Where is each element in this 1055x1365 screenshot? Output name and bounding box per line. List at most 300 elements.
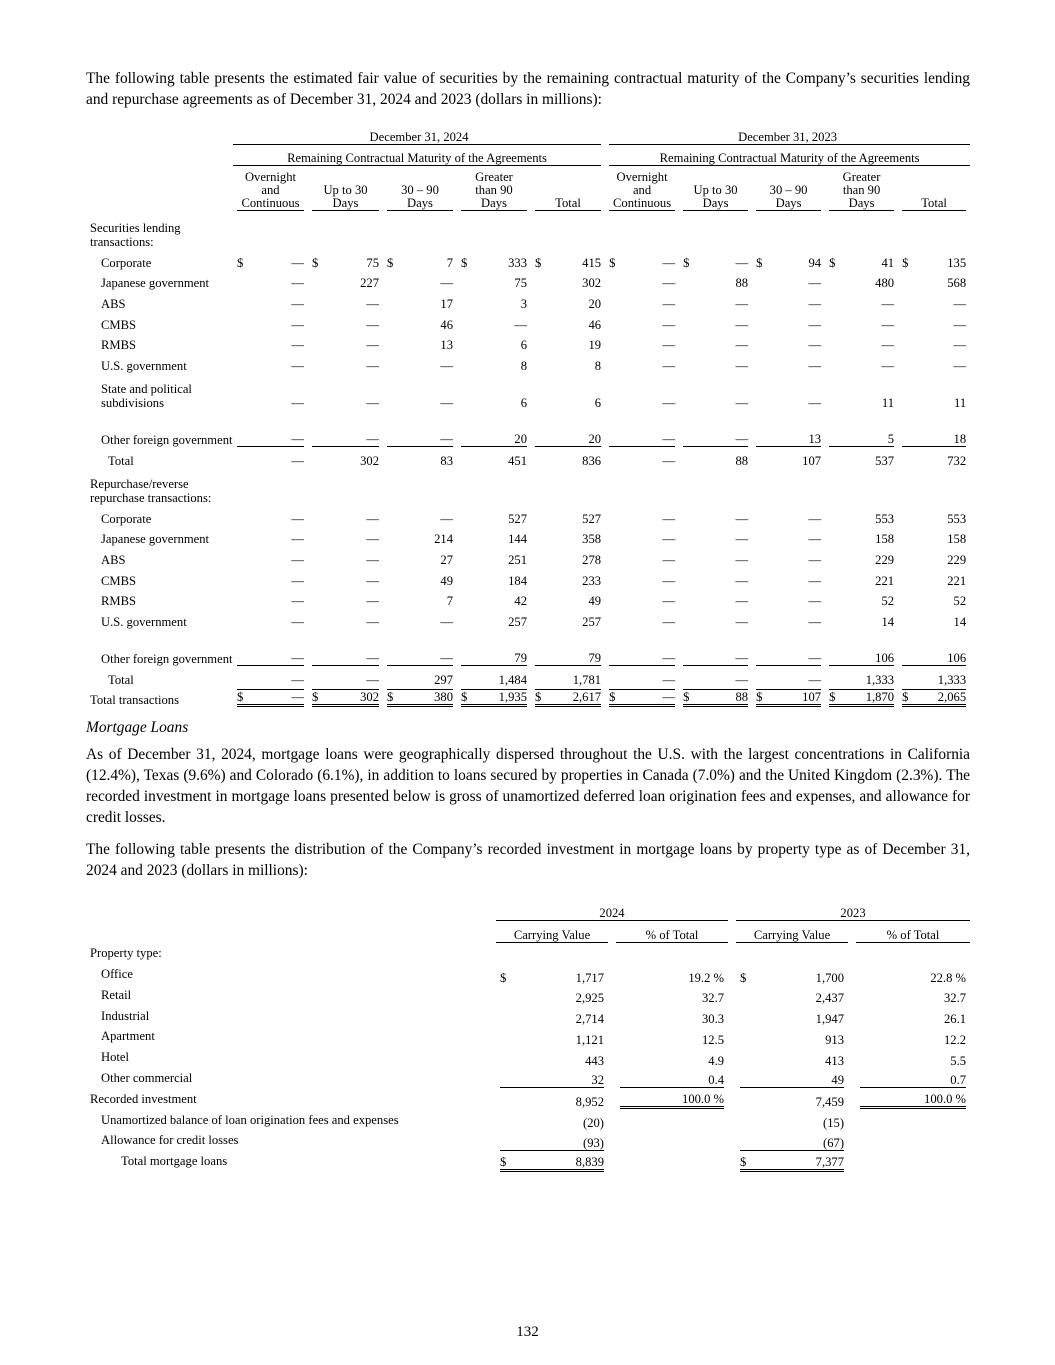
cell-value: 836 — [582, 453, 602, 468]
cell-value: 553 — [875, 511, 895, 526]
cell-value: (93) — [583, 1135, 604, 1150]
table-cell — [308, 249, 383, 270]
grand-total-row — [86, 687, 970, 708]
table-cell — [308, 629, 383, 666]
cell-value: 5 — [887, 432, 895, 447]
cell-value: 8,839 — [575, 1154, 604, 1169]
table-cell — [825, 249, 898, 270]
currency-symbol: $ — [609, 690, 616, 705]
cell-value: — — [735, 573, 749, 588]
cell-value: — — [366, 614, 379, 629]
table-cell — [736, 1047, 848, 1068]
table-cell — [679, 567, 752, 588]
cell-value: 2,617 — [572, 690, 602, 705]
table-cell — [605, 608, 679, 629]
table-cell — [457, 332, 531, 353]
table-cell — [457, 447, 531, 468]
table-cell — [531, 588, 605, 609]
cell-value: 214 — [434, 532, 453, 547]
cell-value: — — [291, 432, 304, 447]
row-label: Recorded investment — [90, 1091, 197, 1106]
table-cell — [531, 666, 605, 687]
table-cell — [898, 447, 970, 468]
cell-value: — — [808, 338, 822, 353]
cell-value: 480 — [875, 276, 895, 291]
cell-value: — — [662, 338, 676, 353]
row-label: Other foreign government — [101, 651, 233, 666]
cell-value: — — [662, 511, 676, 526]
table-cell — [457, 666, 531, 687]
table-cell — [679, 410, 752, 447]
table-cell — [825, 567, 898, 588]
table-cell — [531, 567, 605, 588]
table-cell — [233, 666, 308, 687]
subtotal-row — [86, 447, 970, 468]
table-cell — [531, 505, 605, 526]
cell-value: 75 — [366, 255, 379, 270]
currency-symbol: $ — [829, 690, 836, 705]
cell-value: 88 — [735, 453, 749, 468]
cell-value: — — [735, 672, 749, 687]
mort-col-pct-2023: % of Total — [856, 921, 970, 943]
table-cell — [752, 608, 825, 629]
cell-value: — — [291, 359, 304, 374]
cell-value: 144 — [508, 532, 527, 547]
row-label: CMBS — [101, 317, 137, 332]
cell-value: — — [735, 532, 749, 547]
cell-value: — — [291, 255, 304, 270]
cell-value: — — [366, 672, 379, 687]
cell-value: — — [881, 297, 895, 312]
column-header-line: Days — [481, 196, 507, 210]
table-cell — [825, 505, 898, 526]
cell-value: — — [662, 614, 676, 629]
currency-symbol: $ — [902, 690, 909, 705]
table-cell — [457, 270, 531, 291]
table-row — [86, 352, 970, 373]
cell-value: 184 — [508, 573, 527, 588]
cell-value: 83 — [440, 453, 453, 468]
table-cell — [856, 985, 970, 1006]
cell-value: — — [662, 432, 676, 447]
table-cell — [308, 526, 383, 547]
currency-symbol: $ — [535, 255, 542, 270]
row-label: U.S. government — [101, 359, 187, 374]
table-cell — [898, 687, 970, 708]
table-cell — [825, 270, 898, 291]
cell-value: — — [440, 396, 453, 411]
table-cell — [752, 687, 825, 708]
cell-value: — — [881, 317, 895, 332]
cell-value: 30.3 — [701, 1012, 725, 1027]
column-header-2024-4 — [531, 166, 605, 213]
table-cell — [233, 687, 308, 708]
currency-symbol: $ — [500, 970, 507, 985]
table-cell — [383, 332, 457, 353]
cell-value: — — [291, 511, 304, 526]
maturity-header-2024: Remaining Contractual Maturity of the Agreements — [233, 145, 605, 166]
table-cell — [679, 505, 752, 526]
table-cell — [752, 270, 825, 291]
table-cell — [383, 447, 457, 468]
cell-value: 1,333 — [865, 672, 895, 687]
cell-value: — — [291, 297, 304, 312]
table-cell — [531, 526, 605, 547]
table-cell — [233, 352, 308, 373]
table-cell — [233, 546, 308, 567]
table-cell — [605, 505, 679, 526]
table-row — [86, 249, 970, 270]
table-cell — [383, 608, 457, 629]
cell-value: 19.2 % — [688, 970, 725, 985]
cell-value: 553 — [947, 511, 967, 526]
table-cell — [383, 352, 457, 373]
cell-value: — — [735, 511, 749, 526]
table-cell — [752, 410, 825, 447]
table-cell — [825, 410, 898, 447]
row-label: ABS — [101, 552, 126, 567]
table-cell — [383, 270, 457, 291]
cell-value: — — [291, 453, 304, 468]
column-header-line: 30 – 90 — [769, 183, 808, 197]
cell-value: — — [808, 594, 822, 609]
column-header-row — [86, 166, 970, 213]
table-cell — [898, 410, 970, 447]
table-cell — [496, 1151, 608, 1172]
cell-value: 14 — [953, 614, 967, 629]
cell-value: — — [735, 650, 749, 665]
cell-value: 12.2 — [943, 1032, 967, 1047]
table-cell — [898, 352, 970, 373]
section-title-row — [86, 212, 970, 249]
table-cell — [457, 629, 531, 666]
table-cell — [679, 270, 752, 291]
table-cell — [825, 687, 898, 708]
cell-value: 107 — [802, 690, 822, 705]
cell-value: 94 — [808, 255, 822, 270]
table-cell — [605, 352, 679, 373]
table-cell — [531, 687, 605, 708]
cell-value: 88 — [735, 690, 749, 705]
row-label: U.S. government — [101, 614, 187, 629]
cell-value: 1,333 — [937, 672, 967, 687]
table-cell — [605, 546, 679, 567]
cell-value: — — [440, 276, 453, 291]
table-cell — [496, 1130, 608, 1151]
cell-value: 229 — [947, 552, 967, 567]
cell-value: 4.9 — [708, 1053, 725, 1068]
cell-value: 27 — [440, 552, 453, 567]
table-cell — [233, 270, 308, 291]
cell-value: 3 — [520, 297, 527, 312]
table-cell — [856, 964, 970, 985]
cell-value: — — [808, 650, 822, 665]
table-cell — [825, 290, 898, 311]
cell-value: — — [662, 690, 676, 705]
table-row — [86, 332, 970, 353]
cell-value: 5.5 — [950, 1053, 967, 1068]
row-label: Unamortized balance of loan origination fees and expenses — [101, 1112, 399, 1127]
table-cell — [752, 629, 825, 666]
column-header-2023-1 — [679, 166, 752, 213]
cell-value: — — [440, 432, 453, 447]
cell-value: — — [735, 338, 749, 353]
row-label: RMBS — [101, 338, 137, 353]
table-cell — [605, 373, 679, 410]
column-header-line: Overnight — [616, 170, 668, 184]
table-cell — [856, 1005, 970, 1026]
currency-symbol: $ — [461, 255, 468, 270]
mortgage-table — [86, 899, 970, 1171]
year-header-2024: December 31, 2024 — [233, 126, 605, 145]
table-cell — [898, 588, 970, 609]
cell-value: — — [808, 396, 822, 411]
cell-value: — — [366, 594, 379, 609]
allowance-row — [86, 1130, 970, 1151]
cell-value: 2,437 — [815, 991, 845, 1006]
cell-value: 106 — [947, 650, 967, 665]
table-cell — [605, 526, 679, 547]
table-cell — [736, 1005, 848, 1026]
cell-value: 7,377 — [815, 1154, 845, 1169]
column-header-2024-0 — [233, 166, 308, 213]
subtotal-row — [86, 666, 970, 687]
cell-value: 32 — [591, 1073, 604, 1088]
table-cell — [679, 352, 752, 373]
column-header-line: Total — [555, 196, 581, 210]
currency-symbol: $ — [740, 970, 747, 985]
cell-value: 227 — [360, 276, 379, 291]
table-cell — [383, 249, 457, 270]
table-cell — [825, 608, 898, 629]
table-cell — [308, 311, 383, 332]
cell-value: — — [662, 672, 676, 687]
cell-value: 229 — [875, 552, 895, 567]
table-cell — [605, 567, 679, 588]
cell-value: 107 — [802, 453, 822, 468]
cell-value: — — [366, 650, 379, 665]
cell-value: — — [808, 276, 822, 291]
table-cell — [531, 332, 605, 353]
table-cell — [531, 290, 605, 311]
cell-value: — — [366, 511, 379, 526]
table-cell — [531, 270, 605, 291]
table-cell — [752, 249, 825, 270]
table-cell — [531, 608, 605, 629]
table-cell — [605, 447, 679, 468]
cell-value: — — [366, 359, 379, 374]
currency-symbol: $ — [461, 690, 468, 705]
cell-value: 158 — [947, 532, 967, 547]
cell-value: 380 — [434, 690, 453, 705]
column-header-line: Days — [848, 196, 875, 210]
table-cell — [233, 332, 308, 353]
table-cell — [531, 373, 605, 410]
table-cell — [736, 1130, 848, 1151]
cell-value: — — [291, 650, 304, 665]
cell-value: — — [440, 650, 453, 665]
cell-value: 1,121 — [575, 1032, 604, 1047]
table-cell — [736, 985, 848, 1006]
column-header-2024-2 — [383, 166, 457, 213]
column-header-2023-3 — [825, 166, 898, 213]
cell-value: — — [662, 594, 676, 609]
cell-value: 7 — [446, 594, 453, 609]
table-cell — [616, 985, 728, 1006]
currency-symbol: $ — [500, 1154, 507, 1169]
currency-symbol: $ — [829, 255, 836, 270]
table-cell — [308, 410, 383, 447]
table-cell — [383, 290, 457, 311]
currency-symbol: $ — [683, 255, 690, 270]
table-cell — [605, 270, 679, 291]
table-cell — [233, 290, 308, 311]
table-cell — [383, 410, 457, 447]
cell-value: 537 — [875, 453, 895, 468]
row-label: Japanese government — [101, 532, 210, 547]
intro-paragraph: The following table presents the estimated fair value of securities by the remaining contractual maturity of the Company’s securities lending and repurchase agreements as of December 31, 2024 and 2023 (dollars in millions): — [86, 70, 970, 108]
securities-table — [86, 126, 970, 707]
cell-value: 0.4 — [708, 1073, 725, 1088]
table-cell — [825, 447, 898, 468]
cell-value: 14 — [881, 614, 895, 629]
cell-value: — — [735, 396, 749, 411]
table-cell — [898, 546, 970, 567]
mortgage-paragraph: As of December 31, 2024, mortgage loans were geographically dispersed throughout the U.S. with the largest concentrations in California (12.4%), Texas (9.6%) and Colorado (6.1%), in addition to loans secured by properties in Canada (7.0%) and the United Kingdom (2.3%). The recorded investment in mortgage loans presented below is gross of unamortized deferred loan origination fees and expenses, and allowance for credit losses. — [86, 746, 970, 827]
table-cell — [856, 1026, 970, 1047]
cell-value: 1,484 — [498, 672, 527, 687]
cell-value: — — [291, 552, 304, 567]
table-cell — [457, 373, 531, 410]
table-cell — [736, 1151, 848, 1172]
cell-value: — — [440, 614, 453, 629]
cell-value: 20 — [514, 432, 527, 447]
row-label: Office — [101, 967, 133, 982]
cell-value: 49 — [588, 594, 602, 609]
cell-value: — — [662, 359, 676, 374]
cell-value: — — [662, 297, 676, 312]
page-number: 132 — [516, 1324, 539, 1340]
row-label: ABS — [101, 297, 126, 312]
cell-value: — — [735, 297, 749, 312]
table-cell — [679, 608, 752, 629]
cell-value: — — [735, 255, 749, 270]
cell-value: 22.8 % — [930, 970, 967, 985]
currency-symbol: $ — [609, 255, 616, 270]
cell-value: 443 — [585, 1053, 604, 1068]
table-cell — [233, 567, 308, 588]
table-cell — [383, 666, 457, 687]
cell-value: 278 — [582, 552, 602, 567]
column-header-2024-1 — [308, 166, 383, 213]
column-header-line: Days — [775, 196, 802, 210]
cell-value: 568 — [947, 276, 967, 291]
table-cell — [457, 687, 531, 708]
currency-symbol: $ — [902, 255, 909, 270]
row-label: Total mortgage loans — [121, 1154, 228, 1169]
table-cell — [383, 311, 457, 332]
cell-value: — — [662, 255, 676, 270]
column-header-line: 30 – 90 — [401, 183, 439, 197]
cell-value: — — [366, 432, 379, 447]
cell-value: — — [735, 432, 749, 447]
cell-value: 358 — [582, 532, 602, 547]
table-row — [86, 964, 970, 985]
section-title: Repurchase/reverse repurchase transactions: — [90, 476, 212, 505]
table-cell — [308, 687, 383, 708]
table-cell — [605, 687, 679, 708]
table-row — [86, 1005, 970, 1026]
cell-value: 6 — [520, 338, 527, 353]
table-cell — [752, 505, 825, 526]
table-row — [86, 608, 970, 629]
table-cell — [308, 290, 383, 311]
table-cell — [898, 526, 970, 547]
cell-value: 1,781 — [572, 672, 602, 687]
table-cell — [383, 588, 457, 609]
row-label: Allowance for credit losses — [101, 1133, 239, 1148]
table-cell — [233, 410, 308, 447]
cell-value: 302 — [582, 276, 602, 291]
row-label: Retail — [101, 987, 132, 1002]
table-cell — [496, 985, 608, 1006]
column-header-line: and — [632, 183, 652, 197]
table-row — [86, 290, 970, 311]
cell-value: 257 — [582, 614, 602, 629]
table-cell — [457, 410, 531, 447]
cell-value: — — [808, 317, 822, 332]
table-cell — [383, 373, 457, 410]
table-cell — [496, 1005, 608, 1026]
cell-value: — — [808, 672, 822, 687]
section-title: Securities lending transactions: — [90, 221, 181, 249]
row-label: Other commercial — [101, 1071, 193, 1086]
cell-value: 19 — [588, 338, 602, 353]
cell-value: 1,700 — [815, 970, 845, 985]
cell-value: 135 — [947, 255, 967, 270]
currency-symbol: $ — [387, 690, 394, 705]
table-cell — [898, 666, 970, 687]
row-label: Corporate — [101, 255, 152, 270]
page-content — [86, 68, 970, 1172]
cell-value: — — [662, 317, 676, 332]
cell-value: — — [953, 338, 967, 353]
cell-value: — — [953, 297, 967, 312]
row-label: Total transactions — [90, 693, 179, 708]
cell-value: — — [366, 396, 379, 411]
cell-value: 333 — [508, 255, 527, 270]
table-cell — [383, 629, 457, 666]
table-cell — [308, 270, 383, 291]
table-cell — [616, 964, 728, 985]
column-header-line: Days — [407, 196, 433, 210]
mort-col-pct-2024: % of Total — [616, 921, 728, 943]
cell-value: 79 — [514, 650, 527, 665]
table-cell — [825, 332, 898, 353]
table-cell — [308, 505, 383, 526]
cell-value: — — [366, 573, 379, 588]
table-cell — [308, 352, 383, 373]
table-cell — [496, 964, 608, 985]
distribution-paragraph: The following table presents the distribution of the Company’s recorded investment in mortgage loans by property type as of December 31, 2024 and 2023 (dollars in millions): — [86, 841, 970, 880]
table-row — [86, 1026, 970, 1047]
cell-value: — — [953, 359, 967, 374]
table-cell — [736, 1068, 848, 1089]
table-cell — [233, 249, 308, 270]
table-cell — [457, 249, 531, 270]
cell-value: — — [440, 359, 453, 374]
cell-value: 13 — [808, 432, 822, 447]
